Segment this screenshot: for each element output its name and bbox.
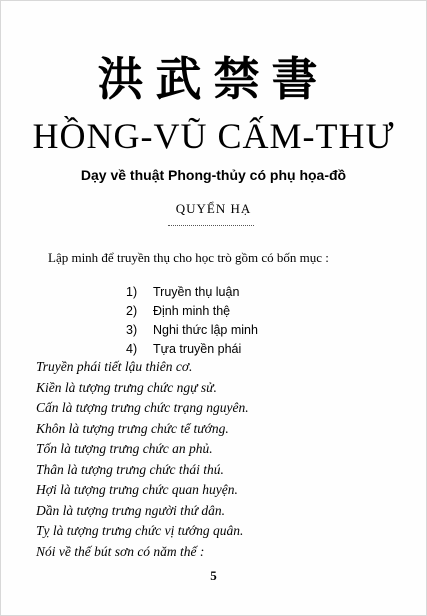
list-item-text: Nghi thức lập minh (153, 323, 258, 337)
verse-line: Tỵ là tượng trưng chức vị tướng quân. (36, 523, 244, 538)
verse-line: Cấn là tượng trưng chức trạng nguyên. (36, 400, 249, 415)
chinese-title: 洪武禁書 (97, 52, 330, 106)
list-item-number: 1) (126, 285, 138, 299)
verse-line: Tốn là tượng trưng chức an phủ. (36, 441, 213, 456)
verse-line: Hợi là tượng trưng chức quan huyện. (36, 482, 238, 497)
list-item-number: 4) (126, 342, 138, 356)
volume-divider (168, 225, 254, 226)
list-item-text: Định minh thệ (153, 304, 231, 318)
vietnamese-title: HỒNG-VŨ CẤM-THƯ (32, 116, 395, 156)
verse-block (36, 357, 249, 562)
list-item-text: Tựa truyền phái (153, 342, 242, 356)
verse-line: Thân là tượng trưng chức thái thú. (36, 461, 224, 477)
verse-line: Nói về thế bút sơn có năm thế : (36, 543, 205, 559)
topic-list (126, 283, 258, 359)
list-item (126, 302, 258, 321)
verse-line: Khôn là tượng trưng chức tể tướng. (36, 420, 229, 436)
list-item (126, 321, 258, 340)
list-item (126, 283, 258, 302)
list-item-number: 2) (126, 304, 138, 318)
verse-line: Kiền là tượng trưng chức ngự sử. (36, 379, 217, 395)
page-number: 5 (210, 568, 217, 583)
list-item-number: 3) (126, 323, 138, 337)
volume-label: QUYỂN HẠ (175, 201, 252, 216)
intro-paragraph: Lập minh để truyền thụ cho học trò gồm có bốn mục : (48, 250, 329, 265)
verse-line: Dần là tượng trưng người thứ dân. (36, 502, 225, 518)
verse-line: Truyền phái tiết lậu thiên cơ. (36, 359, 193, 374)
list-item-text: Truyền thụ luận (153, 285, 240, 299)
subtitle: Dạy về thuật Phong-thủy có phụ họa-đồ (80, 167, 347, 183)
